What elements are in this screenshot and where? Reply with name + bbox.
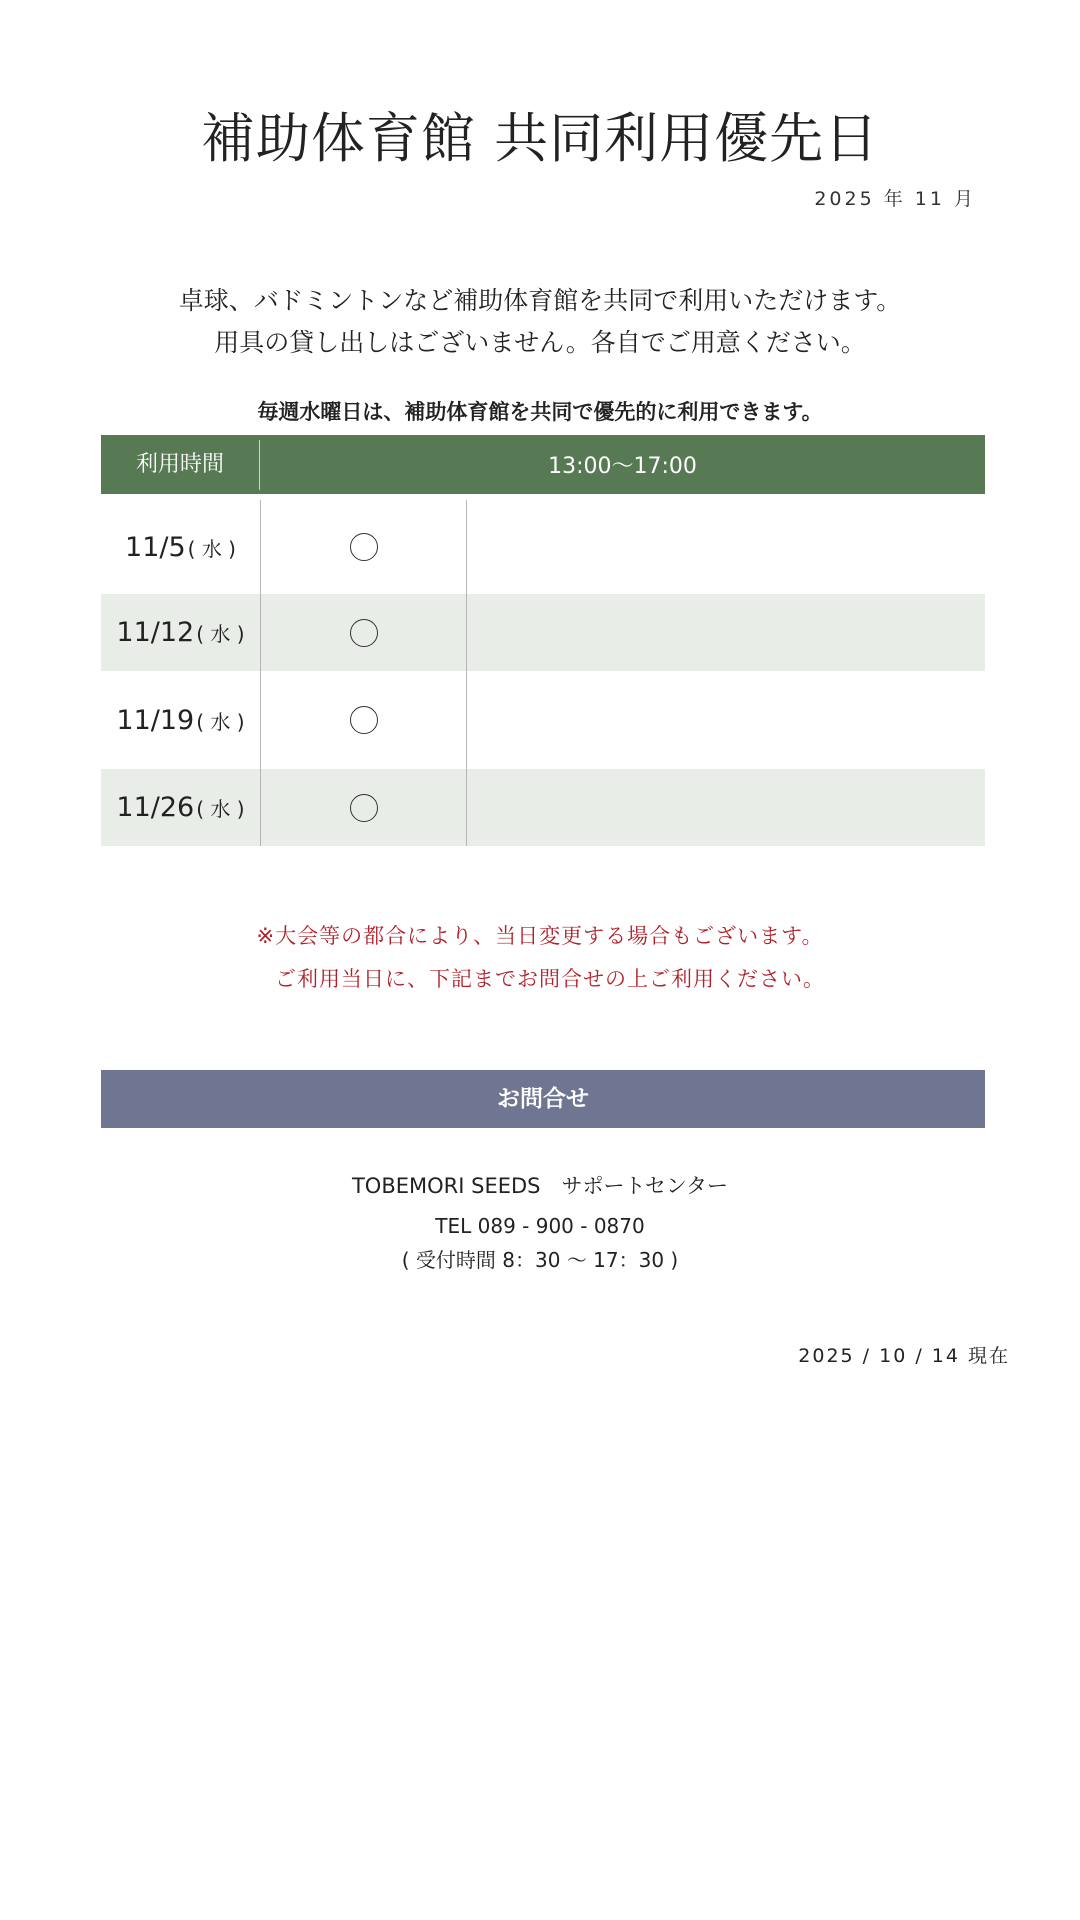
notice-line-1: ※大会等の都合により、当日変更する場合もございます。	[256, 924, 824, 948]
available-circle-icon	[350, 794, 378, 822]
notice-line-2: ご利用当日に、下記までお問合せの上ご利用ください。	[275, 967, 825, 991]
page-title: 補助体育館 共同利用優先日	[200, 107, 880, 170]
schedule-row	[101, 671, 985, 769]
intro-line-2: 用具の貸し出しはございません。各自でご用意ください。	[214, 328, 866, 357]
intro-line-1: 卓球、バドミントンなど補助体育館を共同で利用いただけます。	[178, 286, 902, 315]
contact-heading: お問合せ	[101, 1070, 985, 1128]
notice-text	[0, 915, 1080, 1001]
lead-text: 毎週水曜日は、補助体育館を共同で優先的に利用できます。	[257, 400, 823, 424]
schedule-header	[101, 435, 985, 494]
available-circle-icon	[350, 533, 378, 561]
row-date-value: 11/5	[125, 531, 186, 563]
row-availability	[261, 594, 467, 671]
contact-hours: ( 受付時間 8：30 〜 17：30 )	[401, 1248, 679, 1272]
schedule-header-time: 13:00〜17:00	[548, 454, 697, 479]
schedule-table	[101, 435, 985, 846]
as-of-date: 2025 / 10 / 14 現在	[798, 1345, 1010, 1367]
row-date	[101, 671, 261, 769]
contact-phone: TEL 089 - 900 - 0870	[435, 1214, 645, 1238]
row-date	[101, 769, 261, 846]
row-weekday: ( 水 )	[187, 536, 236, 561]
schedule-row	[101, 500, 985, 594]
row-availability	[261, 671, 467, 769]
row-date	[101, 500, 261, 594]
row-weekday: ( 水 )	[196, 797, 245, 821]
schedule-row	[101, 769, 985, 846]
row-weekday: ( 水 )	[196, 709, 245, 734]
schedule-header-label: 利用時間	[101, 440, 260, 490]
schedule-row	[101, 594, 985, 671]
row-date-value: 11/12	[116, 617, 195, 648]
row-date-value: 11/19	[116, 704, 195, 736]
row-weekday: ( 水 )	[196, 622, 245, 646]
issue-date: 2025 年 11 月	[814, 188, 976, 210]
available-circle-icon	[350, 619, 378, 647]
contact-organization: TOBEMORI SEEDS サポートセンター	[351, 1174, 729, 1198]
available-circle-icon	[350, 706, 378, 734]
row-date-value: 11/26	[116, 792, 195, 823]
row-availability	[261, 769, 467, 846]
intro-text	[0, 280, 1080, 364]
row-availability	[261, 500, 467, 594]
row-date	[101, 594, 261, 671]
